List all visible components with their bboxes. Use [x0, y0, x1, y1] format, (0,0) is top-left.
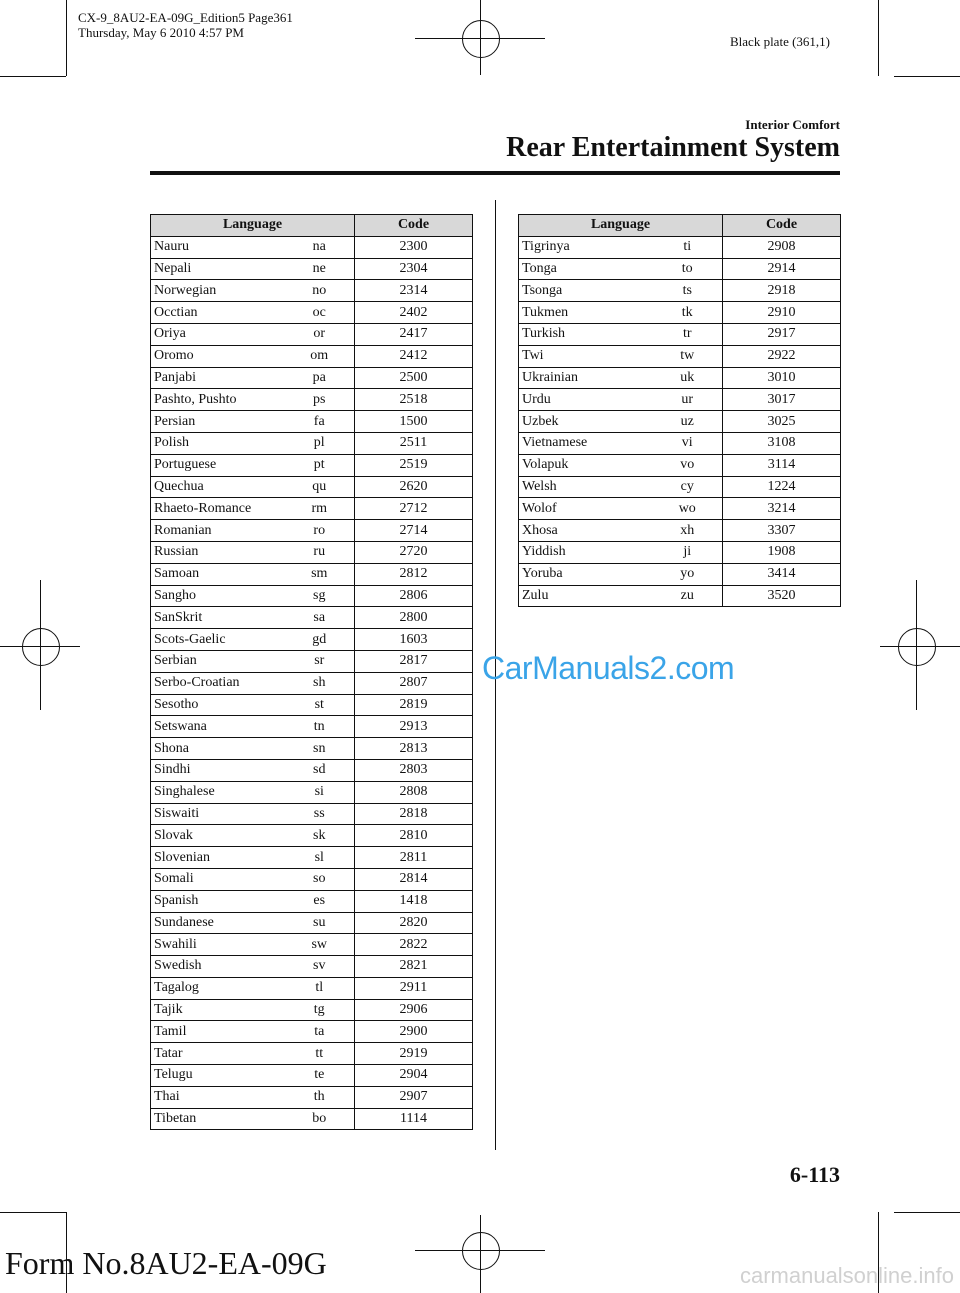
- code-cell: 1224: [723, 476, 841, 498]
- abbreviation-cell: ta: [285, 1021, 355, 1043]
- code-cell: 2822: [355, 934, 473, 956]
- table-row: [151, 781, 473, 803]
- title-rule: [150, 171, 840, 175]
- language-cell: Vietnamese: [519, 432, 653, 454]
- code-cell: 2814: [355, 868, 473, 890]
- language-cell: Polish: [151, 432, 285, 454]
- language-column-header: Language: [519, 215, 723, 237]
- code-cell: 3214: [723, 498, 841, 520]
- language-cell: Sindhi: [151, 759, 285, 781]
- code-cell: 1500: [355, 411, 473, 433]
- abbreviation-cell: sk: [285, 825, 355, 847]
- abbreviation-cell: ru: [285, 541, 355, 563]
- table-row: [151, 302, 473, 324]
- table-row: [151, 1108, 473, 1130]
- language-cell: Singhalese: [151, 781, 285, 803]
- table-row: [151, 323, 473, 345]
- code-cell: 1908: [723, 541, 841, 563]
- code-cell: 2917: [723, 323, 841, 345]
- language-cell: Occtian: [151, 302, 285, 324]
- table-row: [151, 454, 473, 476]
- abbreviation-cell: ro: [285, 520, 355, 542]
- code-cell: 2412: [355, 345, 473, 367]
- abbreviation-cell: zu: [653, 585, 723, 607]
- language-cell: Nauru: [151, 236, 285, 258]
- language-code-table-left: [150, 214, 473, 1130]
- table-row: [519, 498, 841, 520]
- language-cell: Uzbek: [519, 411, 653, 433]
- language-cell: Setswana: [151, 716, 285, 738]
- language-cell: Slovak: [151, 825, 285, 847]
- table-row: [151, 912, 473, 934]
- language-cell: Pashto, Pushto: [151, 389, 285, 411]
- table-row: [519, 476, 841, 498]
- code-cell: 2817: [355, 650, 473, 672]
- code-cell: 2811: [355, 847, 473, 869]
- table-row: [151, 1086, 473, 1108]
- language-cell: Tukmen: [519, 302, 653, 324]
- code-cell: 3108: [723, 432, 841, 454]
- abbreviation-cell: tg: [285, 999, 355, 1021]
- abbreviation-cell: pa: [285, 367, 355, 389]
- abbreviation-cell: tl: [285, 977, 355, 999]
- language-cell: Samoan: [151, 563, 285, 585]
- abbreviation-cell: sa: [285, 607, 355, 629]
- language-cell: Sangho: [151, 585, 285, 607]
- code-cell: 2500: [355, 367, 473, 389]
- form-number: Form No.8AU2-EA-09G: [5, 1245, 327, 1281]
- code-cell: 2714: [355, 520, 473, 542]
- language-cell: Panjabi: [151, 367, 285, 389]
- code-cell: 2813: [355, 738, 473, 760]
- language-cell: Ukrainian: [519, 367, 653, 389]
- language-code-table-right: [518, 214, 841, 607]
- language-cell: Yiddish: [519, 541, 653, 563]
- table-row: [151, 1021, 473, 1043]
- code-cell: 2919: [355, 1043, 473, 1065]
- abbreviation-cell: te: [285, 1065, 355, 1087]
- code-cell: 3010: [723, 367, 841, 389]
- table-row: [151, 868, 473, 890]
- code-cell: 2807: [355, 672, 473, 694]
- abbreviation-cell: no: [285, 280, 355, 302]
- table-row: [151, 803, 473, 825]
- code-cell: 2518: [355, 389, 473, 411]
- abbreviation-cell: ne: [285, 258, 355, 280]
- abbreviation-cell: ti: [653, 236, 723, 258]
- table-row: [519, 345, 841, 367]
- abbreviation-cell: ur: [653, 389, 723, 411]
- abbreviation-cell: ss: [285, 803, 355, 825]
- language-cell: Tibetan: [151, 1108, 285, 1130]
- abbreviation-cell: sm: [285, 563, 355, 585]
- table-row: [519, 585, 841, 607]
- abbreviation-cell: qu: [285, 476, 355, 498]
- abbreviation-cell: fa: [285, 411, 355, 433]
- code-cell: 2620: [355, 476, 473, 498]
- abbreviation-cell: om: [285, 345, 355, 367]
- watermark: CarManuals2.com: [482, 650, 735, 686]
- language-cell: Sundanese: [151, 912, 285, 934]
- site-watermark: carmanualsonline.info: [739, 1263, 954, 1288]
- code-cell: 2910: [723, 302, 841, 324]
- code-cell: 3025: [723, 411, 841, 433]
- table-header-row: [151, 215, 473, 237]
- abbreviation-cell: gd: [285, 629, 355, 651]
- code-cell: 2821: [355, 956, 473, 978]
- table-row: [151, 977, 473, 999]
- language-cell: SanSkrit: [151, 607, 285, 629]
- abbreviation-cell: vi: [653, 432, 723, 454]
- code-cell: 2314: [355, 280, 473, 302]
- code-cell: 3414: [723, 563, 841, 585]
- table-row: [151, 498, 473, 520]
- table-row: [519, 520, 841, 542]
- code-cell: 2908: [723, 236, 841, 258]
- abbreviation-cell: yo: [653, 563, 723, 585]
- table-row: [151, 476, 473, 498]
- language-cell: Volapuk: [519, 454, 653, 476]
- table-row: [151, 236, 473, 258]
- table-row: [151, 345, 473, 367]
- code-cell: 2907: [355, 1086, 473, 1108]
- code-column-header: Code: [723, 215, 841, 237]
- table-row: [151, 389, 473, 411]
- code-cell: 2712: [355, 498, 473, 520]
- language-cell: Swedish: [151, 956, 285, 978]
- code-cell: 3307: [723, 520, 841, 542]
- language-cell: Tamil: [151, 1021, 285, 1043]
- abbreviation-cell: su: [285, 912, 355, 934]
- language-cell: Romanian: [151, 520, 285, 542]
- language-cell: Scots-Gaelic: [151, 629, 285, 651]
- code-cell: 2808: [355, 781, 473, 803]
- code-cell: 1114: [355, 1108, 473, 1130]
- print-header-line2: Thursday, May 6 2010 4:57 PM: [78, 25, 244, 40]
- code-cell: 2812: [355, 563, 473, 585]
- table-row: [151, 759, 473, 781]
- abbreviation-cell: tw: [653, 345, 723, 367]
- table-row: [151, 650, 473, 672]
- abbreviation-cell: or: [285, 323, 355, 345]
- abbreviation-cell: sv: [285, 956, 355, 978]
- code-cell: 2304: [355, 258, 473, 280]
- language-column-header: Language: [151, 215, 355, 237]
- code-cell: 2820: [355, 912, 473, 934]
- table-row: [151, 672, 473, 694]
- table-row: [519, 454, 841, 476]
- language-cell: Tsonga: [519, 280, 653, 302]
- abbreviation-cell: uz: [653, 411, 723, 433]
- table-row: [151, 694, 473, 716]
- language-cell: Somali: [151, 868, 285, 890]
- table-row: [151, 956, 473, 978]
- language-cell: Oriya: [151, 323, 285, 345]
- abbreviation-cell: sg: [285, 585, 355, 607]
- language-cell: Twi: [519, 345, 653, 367]
- abbreviation-cell: wo: [653, 498, 723, 520]
- language-cell: Norwegian: [151, 280, 285, 302]
- language-cell: Quechua: [151, 476, 285, 498]
- language-cell: Serbian: [151, 650, 285, 672]
- code-cell: 2806: [355, 585, 473, 607]
- table-row: [151, 432, 473, 454]
- table-row: [519, 411, 841, 433]
- code-cell: 2810: [355, 825, 473, 847]
- language-cell: Urdu: [519, 389, 653, 411]
- code-cell: 2402: [355, 302, 473, 324]
- language-cell: Zulu: [519, 585, 653, 607]
- abbreviation-cell: uk: [653, 367, 723, 389]
- language-cell: Rhaeto-Romance: [151, 498, 285, 520]
- language-cell: Wolof: [519, 498, 653, 520]
- abbreviation-cell: tr: [653, 323, 723, 345]
- section-label: Interior Comfort: [745, 117, 840, 132]
- table-row: [519, 302, 841, 324]
- abbreviation-cell: st: [285, 694, 355, 716]
- table-row: [519, 280, 841, 302]
- abbreviation-cell: bo: [285, 1108, 355, 1130]
- abbreviation-cell: ts: [653, 280, 723, 302]
- abbreviation-cell: th: [285, 1086, 355, 1108]
- abbreviation-cell: sr: [285, 650, 355, 672]
- language-cell: Tatar: [151, 1043, 285, 1065]
- code-cell: 2800: [355, 607, 473, 629]
- table-row: [151, 738, 473, 760]
- language-cell: Xhosa: [519, 520, 653, 542]
- table-row: [151, 520, 473, 542]
- print-header: [78, 10, 293, 40]
- table-row: [519, 563, 841, 585]
- table-row: [151, 890, 473, 912]
- code-cell: 2922: [723, 345, 841, 367]
- abbreviation-cell: pl: [285, 432, 355, 454]
- language-cell: Turkish: [519, 323, 653, 345]
- table-row: [519, 367, 841, 389]
- abbreviation-cell: oc: [285, 302, 355, 324]
- code-cell: 2417: [355, 323, 473, 345]
- language-cell: Tajik: [151, 999, 285, 1021]
- table-row: [151, 367, 473, 389]
- table-row: [519, 258, 841, 280]
- code-cell: 2904: [355, 1065, 473, 1087]
- table-row: [519, 432, 841, 454]
- page-title: Rear Entertainment System: [506, 132, 840, 163]
- table-row: [519, 389, 841, 411]
- code-cell: 3114: [723, 454, 841, 476]
- abbreviation-cell: to: [653, 258, 723, 280]
- abbreviation-cell: sw: [285, 934, 355, 956]
- table-row: [519, 236, 841, 258]
- code-cell: 2519: [355, 454, 473, 476]
- code-cell: 2720: [355, 541, 473, 563]
- code-cell: 2803: [355, 759, 473, 781]
- language-cell: Portuguese: [151, 454, 285, 476]
- table-row: [151, 585, 473, 607]
- page-number: 6-113: [789, 1162, 840, 1187]
- abbreviation-cell: sh: [285, 672, 355, 694]
- table-row: [151, 563, 473, 585]
- language-cell: Russian: [151, 541, 285, 563]
- table-row: [151, 999, 473, 1021]
- abbreviation-cell: ji: [653, 541, 723, 563]
- table-row: [151, 847, 473, 869]
- abbreviation-cell: si: [285, 781, 355, 803]
- abbreviation-cell: xh: [653, 520, 723, 542]
- code-cell: 2918: [723, 280, 841, 302]
- abbreviation-cell: cy: [653, 476, 723, 498]
- table-header-row: [519, 215, 841, 237]
- abbreviation-cell: ps: [285, 389, 355, 411]
- language-cell: Tonga: [519, 258, 653, 280]
- code-cell: 2819: [355, 694, 473, 716]
- code-cell: 2911: [355, 977, 473, 999]
- table-row: [519, 323, 841, 345]
- language-cell: Thai: [151, 1086, 285, 1108]
- table-row: [151, 934, 473, 956]
- abbreviation-cell: es: [285, 890, 355, 912]
- abbreviation-cell: sl: [285, 847, 355, 869]
- abbreviation-cell: pt: [285, 454, 355, 476]
- abbreviation-cell: vo: [653, 454, 723, 476]
- table-row: [151, 629, 473, 651]
- language-cell: Yoruba: [519, 563, 653, 585]
- language-cell: Tagalog: [151, 977, 285, 999]
- language-cell: Telugu: [151, 1065, 285, 1087]
- code-cell: 3520: [723, 585, 841, 607]
- abbreviation-cell: tt: [285, 1043, 355, 1065]
- language-cell: Siswaiti: [151, 803, 285, 825]
- code-cell: 2300: [355, 236, 473, 258]
- table-row: [151, 825, 473, 847]
- code-column-header: Code: [355, 215, 473, 237]
- table-row: [151, 1065, 473, 1087]
- language-cell: Nepali: [151, 258, 285, 280]
- abbreviation-cell: rm: [285, 498, 355, 520]
- language-cell: Oromo: [151, 345, 285, 367]
- print-header-line1: CX-9_8AU2-EA-09G_Edition5 Page361: [78, 10, 293, 25]
- abbreviation-cell: tn: [285, 716, 355, 738]
- language-cell: Sesotho: [151, 694, 285, 716]
- code-cell: 1603: [355, 629, 473, 651]
- code-cell: 1418: [355, 890, 473, 912]
- table-row: [151, 541, 473, 563]
- language-cell: Persian: [151, 411, 285, 433]
- abbreviation-cell: tk: [653, 302, 723, 324]
- code-cell: 2900: [355, 1021, 473, 1043]
- abbreviation-cell: sn: [285, 738, 355, 760]
- language-cell: Swahili: [151, 934, 285, 956]
- language-cell: Serbo-Croatian: [151, 672, 285, 694]
- table-row: [151, 716, 473, 738]
- code-cell: 2913: [355, 716, 473, 738]
- language-cell: Tigrinya: [519, 236, 653, 258]
- table-row: [519, 541, 841, 563]
- language-cell: Shona: [151, 738, 285, 760]
- table-row: [151, 1043, 473, 1065]
- code-cell: 3017: [723, 389, 841, 411]
- language-cell: Slovenian: [151, 847, 285, 869]
- language-cell: Welsh: [519, 476, 653, 498]
- table-row: [151, 607, 473, 629]
- abbreviation-cell: sd: [285, 759, 355, 781]
- language-cell: Spanish: [151, 890, 285, 912]
- code-cell: 2511: [355, 432, 473, 454]
- code-cell: 2906: [355, 999, 473, 1021]
- code-cell: 2914: [723, 258, 841, 280]
- table-row: [151, 258, 473, 280]
- abbreviation-cell: so: [285, 868, 355, 890]
- code-cell: 2818: [355, 803, 473, 825]
- abbreviation-cell: na: [285, 236, 355, 258]
- table-row: [151, 411, 473, 433]
- plate-label: Black plate (361,1): [730, 34, 830, 49]
- table-row: [151, 280, 473, 302]
